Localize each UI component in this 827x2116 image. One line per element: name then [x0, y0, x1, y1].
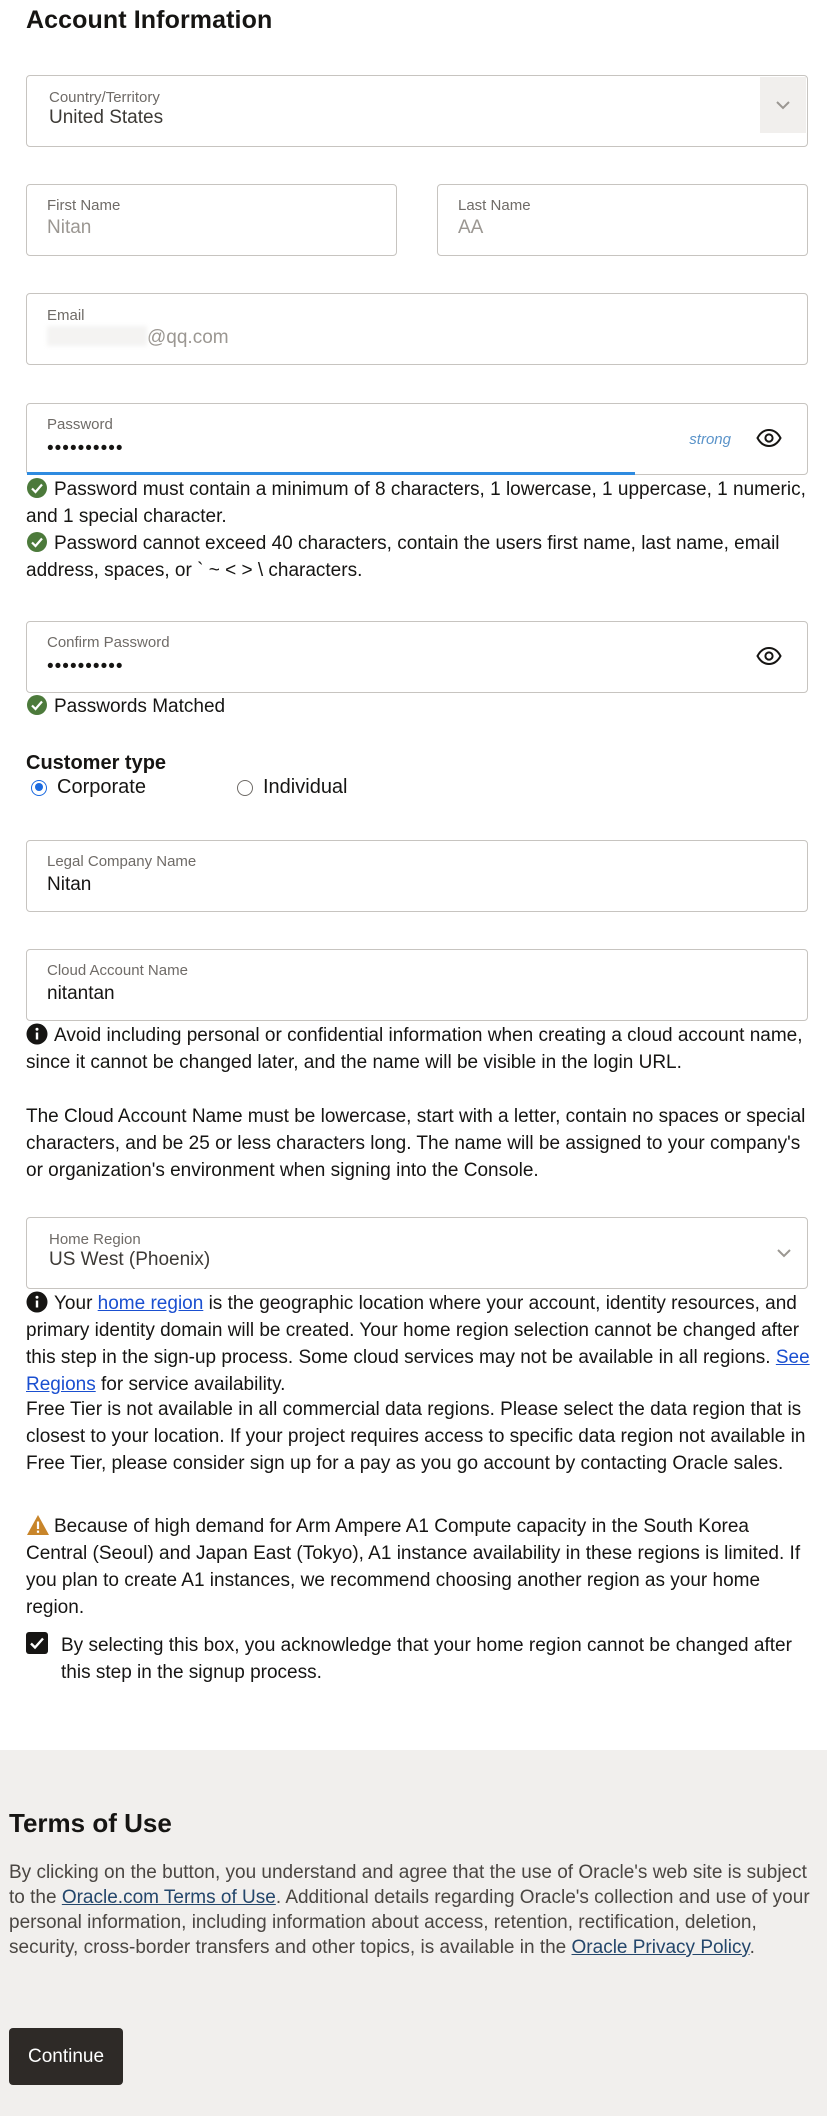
password-rule-2 [26, 530, 808, 584]
radio-corporate-label: Corporate [57, 776, 146, 798]
email-redacted [47, 326, 147, 346]
password-rule-2-text: Password cannot exceed 40 characters, contain the users first name, last name, email address, spaces, or ` ~ < > \ characters. [26, 533, 780, 581]
password-rule-1 [26, 476, 808, 530]
home-region-info [26, 1290, 810, 1398]
chevron-down-icon [760, 77, 806, 133]
oracle-privacy-policy-link[interactable]: Oracle Privacy Policy [571, 1937, 750, 1958]
cloud-account-name-label: Cloud Account Name [47, 962, 188, 979]
home-region-value: US West (Phoenix) [49, 1249, 211, 1270]
password-strength-label: strong [689, 431, 731, 448]
chevron-down-icon [761, 1218, 807, 1288]
first-name-label: First Name [47, 197, 121, 214]
first-name-value: Nitan [47, 217, 92, 238]
home-region-link[interactable]: home region [97, 1293, 204, 1314]
last-name-field[interactable] [437, 184, 808, 256]
email-label: Email [47, 307, 85, 324]
confirm-password-value: •••••••••• [47, 656, 124, 677]
continue-button[interactable]: Continue [9, 2028, 123, 2085]
confirm-password-field[interactable] [26, 621, 808, 693]
email-field[interactable] [26, 293, 808, 365]
legal-company-name-value: Nitan [47, 874, 92, 895]
first-name-field[interactable] [26, 184, 397, 256]
a1-capacity-warning-text: Because of high demand for Arm Ampere A1 Compute capacity in the South Korea Central (Seoul) and Japan East (Tokyo), A1 instance availability in these regions is limited. If you plan to create A1 instances, we recommend choosing another region as your home region. [26, 1516, 801, 1618]
section-title: Account Information [26, 6, 273, 34]
check-circle-icon [26, 694, 48, 716]
country-value: United States [49, 107, 164, 128]
last-name-value: AA [458, 217, 484, 238]
customer-type-label: Customer type [26, 752, 167, 774]
password-strength-bar [27, 472, 635, 475]
passwords-matched [26, 693, 225, 720]
terms-text-2: . Additional details regarding Oracle's collection and use of your personal information, including information about access, retention, rectification, deletion, security, cross-border transfers and other topics, is available in the [9, 1887, 810, 1958]
cloud-account-name-field[interactable] [26, 949, 808, 1021]
terms-of-use-section [0, 1750, 827, 2116]
legal-company-name-label: Legal Company Name [47, 853, 197, 870]
check-circle-icon [26, 477, 48, 499]
home-region-select[interactable] [26, 1217, 808, 1289]
terms-title: Terms of Use [9, 1808, 172, 1838]
password-value: •••••••••• [47, 438, 124, 459]
free-tier-note: Free Tier is not available in all commercial data regions. Please select the data region that is closest to your location. If your project requires access to specific data region not available in Free Tier, please consider sign up for a pay as you go account by contacting Oracle sales. [26, 1399, 806, 1474]
see-regions-link[interactable]: See Regions [26, 1347, 810, 1395]
cloud-account-info-text: Avoid including personal or confidential information when creating a cloud account name, since it cannot be changed later, and the name will be visible in the login URL. [26, 1025, 803, 1073]
oracle-terms-of-use-link[interactable]: Oracle.com Terms of Use [61, 1887, 276, 1908]
show-confirm-password-icon[interactable] [755, 642, 783, 670]
country-select[interactable] [26, 75, 808, 147]
password-rule-1-text: Password must contain a minimum of 8 characters, 1 lowercase, 1 uppercase, 1 numeric, and 1 special character. [26, 479, 806, 527]
radio-individual-label: Individual [263, 776, 348, 798]
info-icon [26, 1291, 48, 1313]
password-label: Password [47, 416, 113, 433]
acknowledge-home-region-text: By selecting this box, you acknowledge that your home region cannot be changed after this step in the signup process. [61, 1635, 792, 1683]
a1-capacity-warning [26, 1513, 810, 1621]
cloud-account-rules: The Cloud Account Name must be lowercase, start with a letter, contain no spaces or special characters, and be 25 or less characters long. The name will be assigned to your company's or organization's environment when signing into the Console. [26, 1106, 806, 1181]
password-field[interactable] [26, 403, 808, 475]
terms-text-3: . [749, 1937, 755, 1958]
warning-icon [26, 1514, 48, 1536]
radio-individual-button[interactable] [237, 780, 253, 796]
email-domain: @qq.com [147, 327, 229, 348]
email-value [47, 326, 229, 349]
home-region-info-middle: is the geographic location where your account, identity resources, and primary identity domain will be created. Your home region selection cannot be changed after this step in the sign-up process. Some cloud services may not be available in all regions. [26, 1293, 800, 1368]
confirm-password-label: Confirm Password [47, 634, 170, 651]
passwords-matched-text: Passwords Matched [54, 696, 226, 717]
terms-legal-text [9, 1860, 819, 1960]
legal-company-name-field[interactable] [26, 840, 808, 912]
show-password-icon[interactable] [755, 424, 783, 452]
cloud-account-name-value: nitantan [47, 983, 115, 1004]
home-region-info-suffix: for service availability. [101, 1374, 286, 1395]
radio-corporate-button[interactable] [31, 780, 47, 796]
check-circle-icon [26, 531, 48, 553]
cloud-account-info [26, 1022, 808, 1076]
radio-corporate[interactable] [31, 776, 146, 799]
country-label: Country/Territory [49, 89, 160, 106]
home-region-label: Home Region [49, 1231, 141, 1248]
radio-individual[interactable] [237, 776, 348, 799]
acknowledge-home-region-checkbox[interactable] [26, 1632, 48, 1654]
terms-text-1: By clicking on the button, you understand and agree that the use of Oracle's web site is subject to the [9, 1862, 807, 1908]
info-icon [26, 1023, 48, 1045]
home-region-info-prefix: Your [54, 1293, 93, 1314]
last-name-label: Last Name [458, 197, 531, 214]
